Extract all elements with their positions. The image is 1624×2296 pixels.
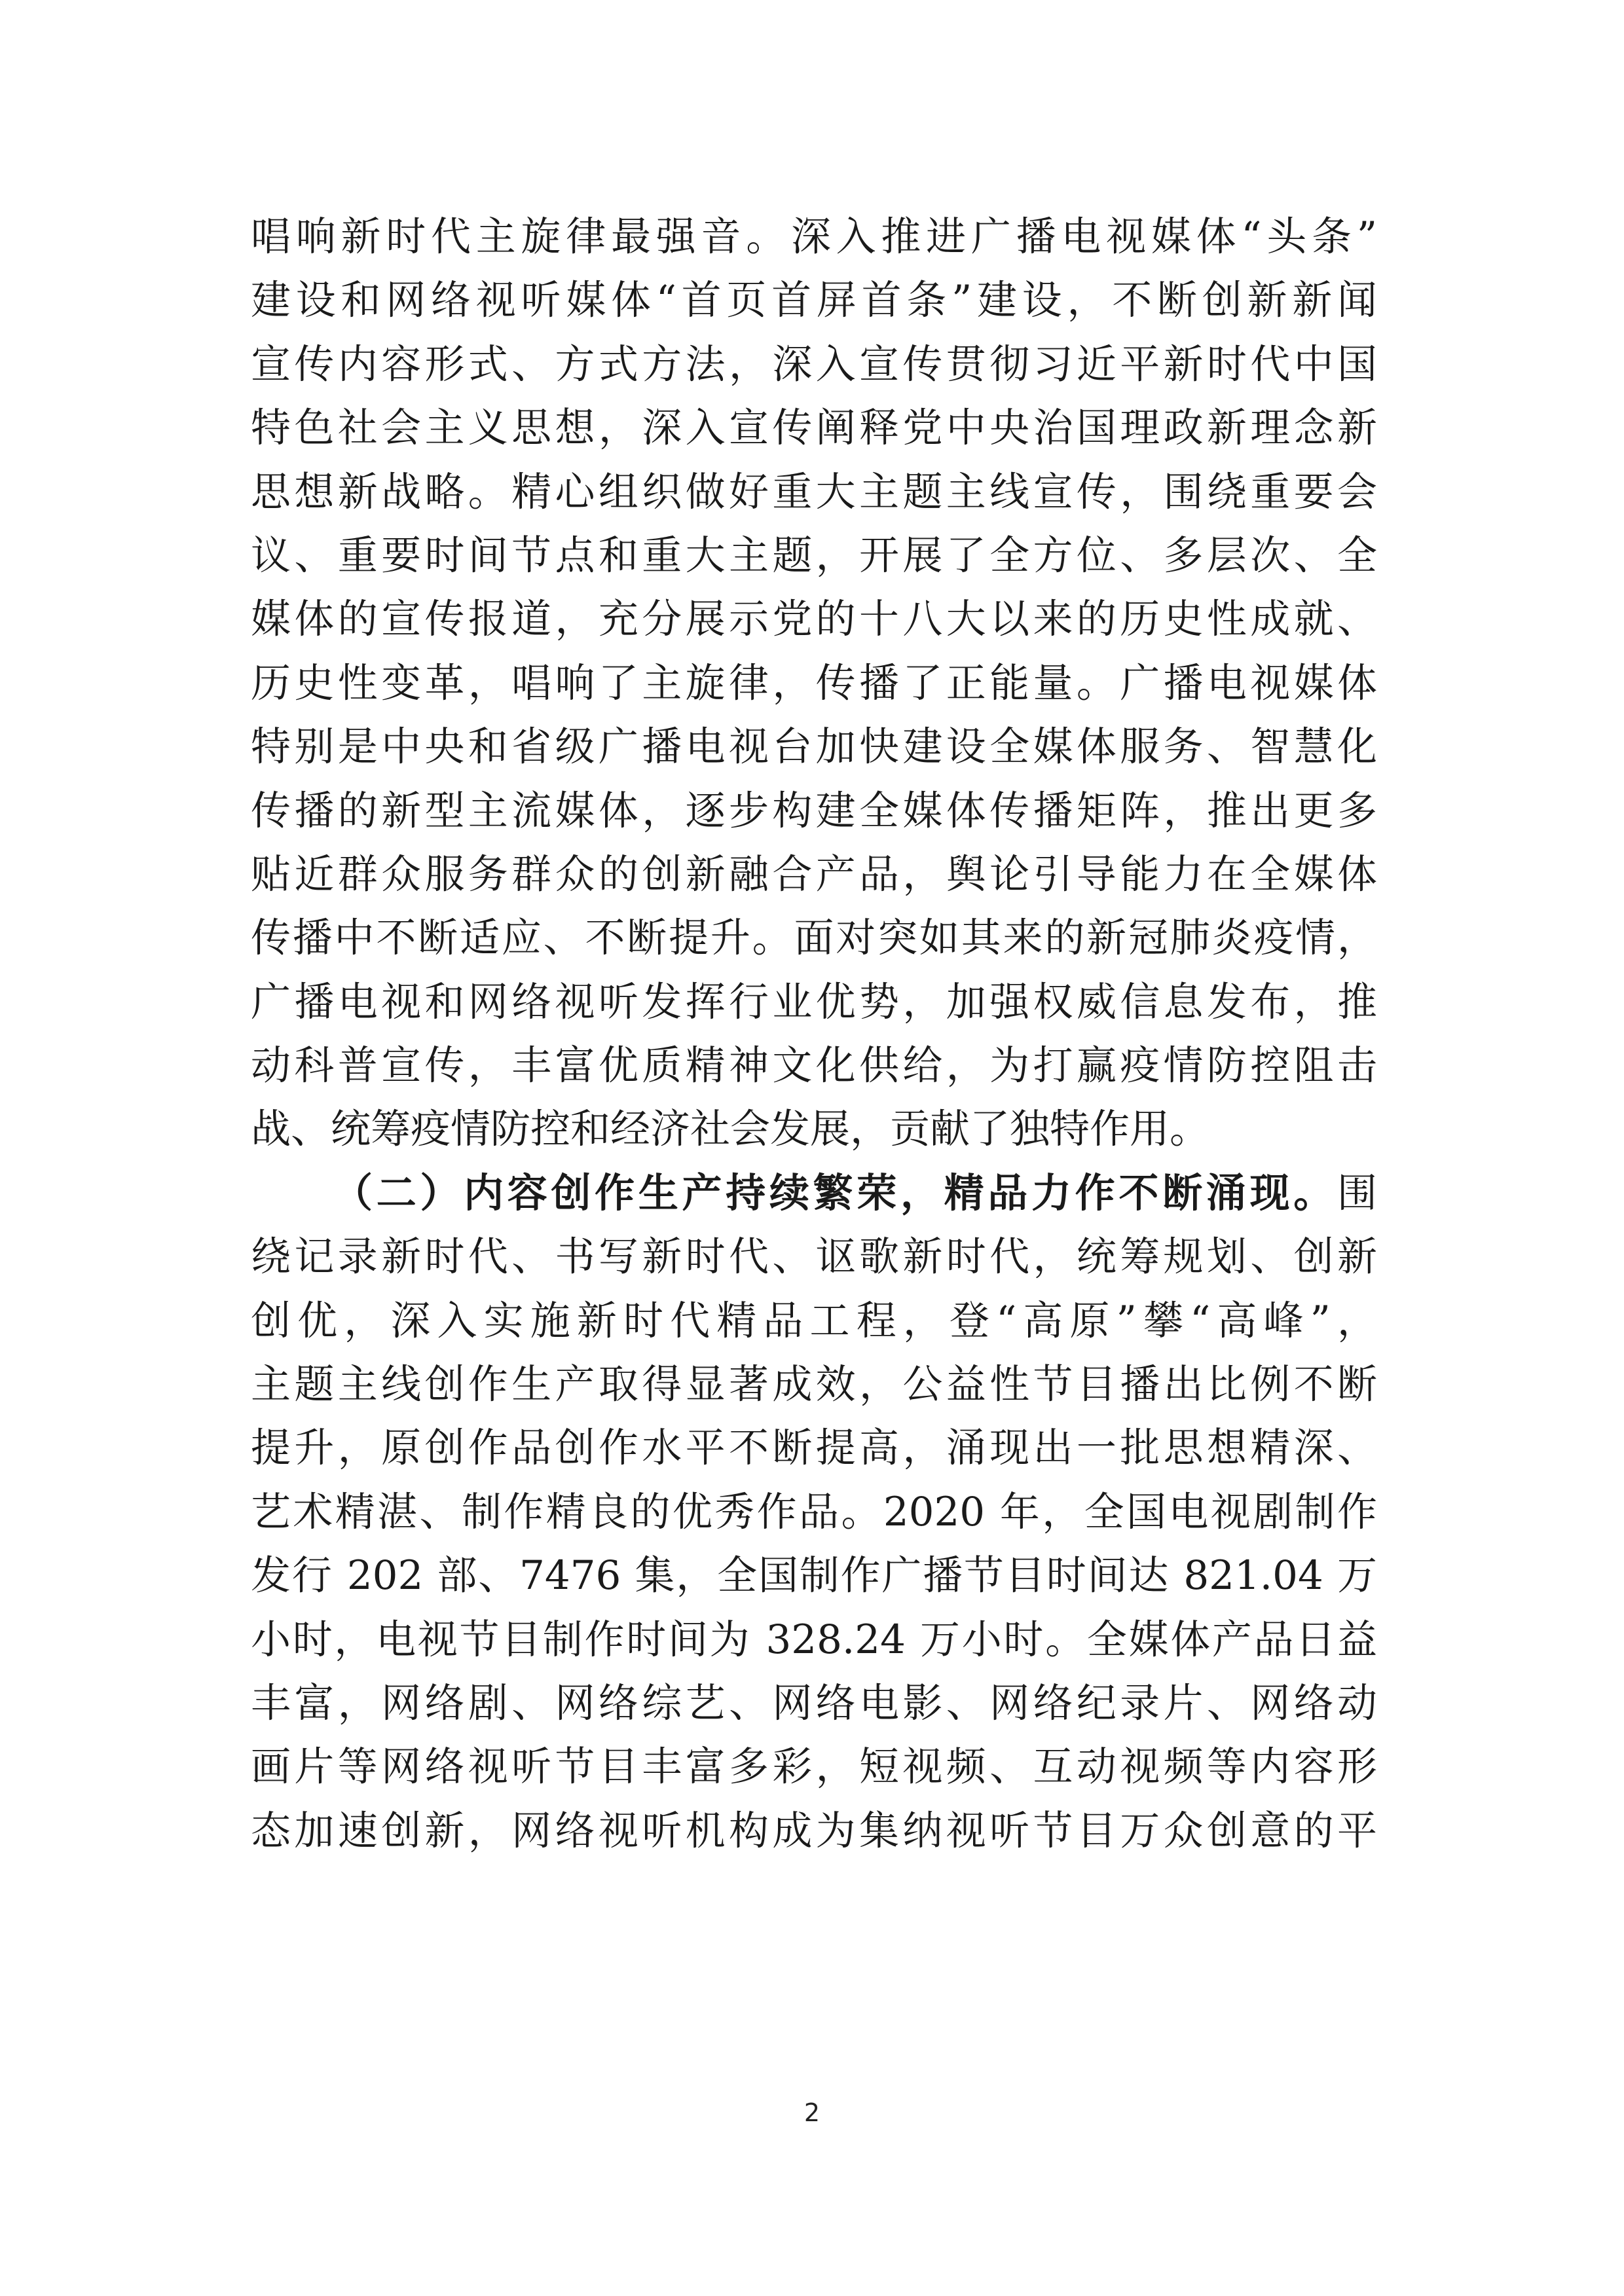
- text-line: 建设和网络视听媒体“首页首屏首条”建设，不断创新新闻: [251, 277, 1377, 324]
- text-line: 动科普宣传，丰富优质精神文化供给，为打赢疫情防控阻击: [251, 1042, 1377, 1089]
- text-line: 媒体的宣传报道，充分展示党的十八大以来的历史性成就、: [251, 596, 1377, 643]
- text-line: 传播的新型主流媒体，逐步构建全媒体传播矩阵，推出更多: [251, 787, 1377, 834]
- text-line: 绕记录新时代、书写新时代、讴歌新时代，统筹规划、创新: [251, 1233, 1377, 1281]
- text-line: 唱响新时代主旋律最强音。深入推进广播电视媒体“头条”: [251, 213, 1377, 260]
- text-line: 创优，深入实施新时代精品工程，登“高原”攀“高峰”，: [251, 1297, 1377, 1344]
- text-line: 贴近群众服务群众的创新融合产品，舆论引导能力在全媒体: [251, 850, 1377, 898]
- text-line: 特别是中央和省级广播电视台加快建设全媒体服务、智慧化: [251, 723, 1377, 771]
- body-text: [251, 205, 1377, 1863]
- text-line: 历史性变革，唱响了主旋律，传播了正能量。广播电视媒体: [251, 659, 1377, 706]
- text-line: 宣传内容形式、方式方法，深入宣传贯彻习近平新时代中国: [251, 340, 1377, 388]
- text-line: 发行 202 部、7476 集，全国制作广播节目时间达 821.04 万: [251, 1552, 1377, 1599]
- paragraph-2-first-line: [251, 1161, 1377, 1225]
- page-number: 2: [803, 2098, 821, 2127]
- text-line: 广播电视和网络视听发挥行业优势，加强权威信息发布，推: [251, 978, 1377, 1025]
- text-line: 特色社会主义思想，深入宣传阐释党中央治国理政新理念新: [251, 405, 1377, 452]
- text-line: 艺术精湛、制作精良的优秀作品。2020 年，全国电视剧制作: [251, 1488, 1377, 1535]
- text-line: 思想新战略。精心组织做好重大主题主线宣传，围绕重要会: [251, 468, 1377, 515]
- text-line: 议、重要时间节点和重大主题，开展了全方位、多层次、全: [251, 532, 1377, 579]
- paragraph-2: [251, 1161, 1377, 1863]
- text-line: 战、统筹疫情防控和经济社会发展，贡献了独特作用。: [251, 1106, 1210, 1153]
- paragraph-1: [251, 205, 1377, 1161]
- text-line: 小时，电视节目制作时间为 328.24 万小时。全媒体产品日益: [251, 1616, 1377, 1663]
- text-line: 主题主线创作生产取得显著成效，公益性节目播出比例不断: [251, 1361, 1377, 1408]
- text-line: 态加速创新，网络视听机构成为集纳视听节目万众创意的平: [251, 1807, 1377, 1854]
- text-line: 传播中不断适应、不断提升。面对突如其来的新冠肺炎疫情，: [251, 915, 1377, 962]
- text-line: 提升，原创作品创作水平不断提高，涌现出一批思想精深、: [251, 1425, 1377, 1472]
- section-heading: （二）内容创作生产持续繁荣，精品力作不断涌现。: [333, 1169, 1337, 1216]
- text-line: 画片等网络视听节目丰富多彩，短视频、互动视频等内容形: [251, 1743, 1377, 1791]
- text-line: 丰富，网络剧、网络综艺、网络电影、网络纪录片、网络动: [251, 1679, 1377, 1726]
- text-run: 围: [1337, 1169, 1377, 1216]
